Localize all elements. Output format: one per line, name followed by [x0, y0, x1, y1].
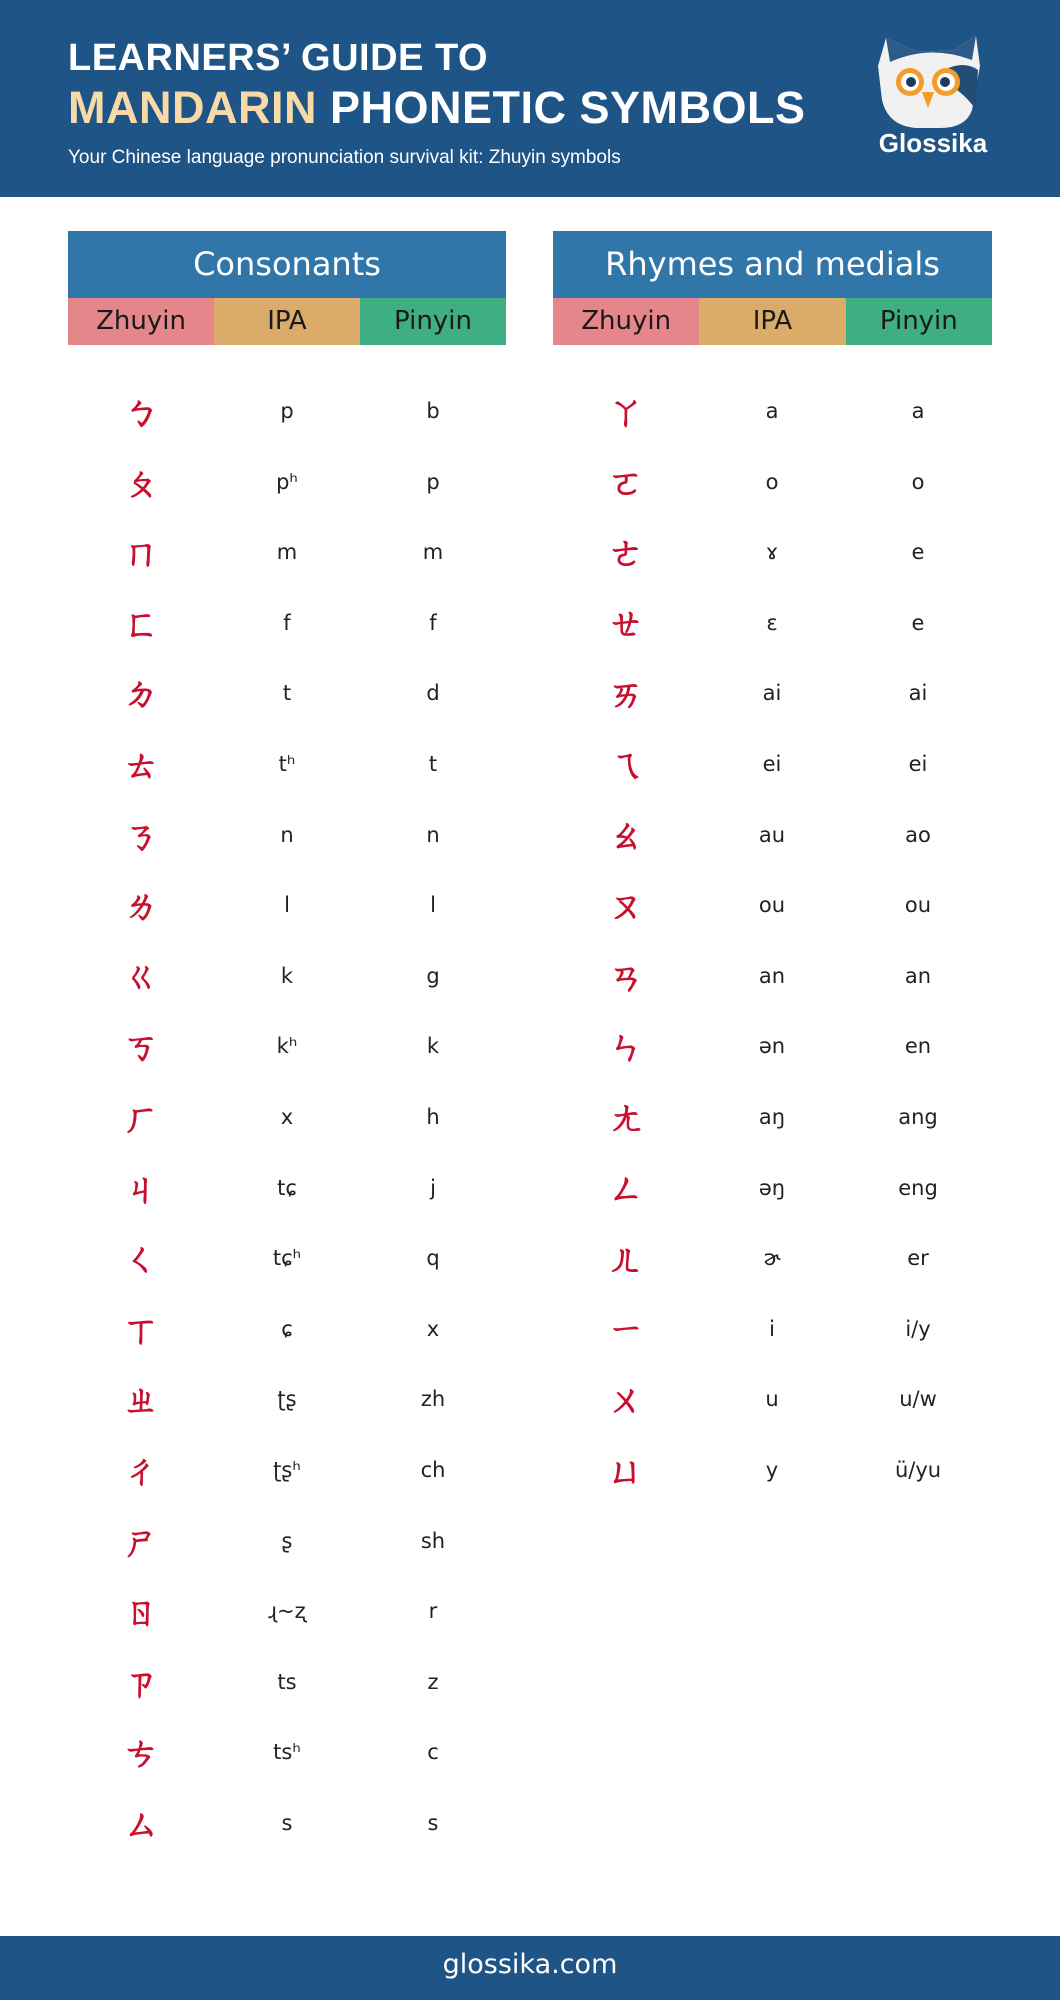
consonants-row	[68, 519, 506, 589]
pinyin-value: f	[429, 610, 437, 635]
consonants-row	[68, 1508, 506, 1578]
ipa-value: tɕ	[277, 1175, 297, 1200]
pinyin-value: ou	[904, 893, 932, 918]
pinyin-value: sh	[420, 1528, 446, 1553]
zhuyin-symbol: ㄛ	[607, 462, 644, 504]
pinyin-value: g	[426, 963, 440, 988]
pinyin-value: ei	[908, 752, 928, 776]
consonants-row	[68, 590, 506, 660]
rhymes-row	[553, 943, 991, 1013]
rhymes-row	[553, 378, 991, 448]
zhuyin-symbol: ㄧ	[607, 1309, 644, 1351]
ipa-value: pʰ	[276, 469, 298, 494]
ipa-value: ɤ	[765, 540, 779, 565]
zhuyin-symbol: ㄐ	[122, 1168, 159, 1210]
zhuyin-symbol: ㄦ	[607, 1239, 644, 1281]
ipa-value: t	[282, 681, 292, 706]
ipa-value: ei	[762, 752, 782, 776]
consonants-row	[68, 378, 506, 448]
consonants-row	[68, 1013, 506, 1083]
pinyin-value: c	[427, 1740, 439, 1765]
pinyin-value: i/y	[905, 1316, 931, 1341]
pinyin-value: q	[426, 1246, 440, 1271]
pinyin-value: m	[422, 540, 444, 565]
zhuyin-symbol: ㄎ	[122, 1027, 159, 1069]
pinyin-value: ai	[908, 681, 928, 706]
pinyin-value: k	[426, 1034, 440, 1059]
zhuyin-symbol: ㄆ	[122, 462, 159, 504]
zhuyin-symbol: ㄖ	[122, 1592, 159, 1634]
ipa-value: f	[283, 610, 291, 635]
ipa-value: ai	[762, 681, 782, 706]
zhuyin-symbol: ㄇ	[122, 533, 159, 575]
pinyin-value: z	[427, 1669, 439, 1694]
ipa-value: əŋ	[758, 1175, 786, 1200]
glossika-logo[interactable]	[868, 30, 998, 165]
zhuyin-symbol: ㄓ	[122, 1380, 159, 1422]
zhuyin-symbol: ㄌ	[122, 886, 159, 928]
pinyin-value: e	[911, 610, 925, 635]
consonants-row	[68, 872, 506, 942]
rhymes-row	[553, 1225, 991, 1295]
footer-url[interactable]: glossika.com	[0, 1936, 1060, 2000]
pinyin-value: b	[426, 399, 440, 423]
ipa-value: an	[758, 963, 786, 988]
consonants-row	[68, 449, 506, 519]
zhuyin-symbol: ㄤ	[607, 1098, 644, 1139]
ipa-value: ʈʂ	[277, 1387, 297, 1412]
rhymes-row	[553, 1366, 991, 1436]
consonants-row	[68, 1649, 506, 1719]
zhuyin-symbol: ㄑ	[122, 1239, 159, 1281]
ipa-value: k	[280, 963, 294, 988]
zhuyin-symbol: ㄡ	[607, 886, 644, 928]
consonants-row	[68, 1790, 506, 1860]
rhymes-row	[553, 1296, 991, 1366]
logo-wordmark: Glossika	[878, 128, 988, 158]
rhymes-header-ipa: IPA	[699, 298, 845, 345]
consonants-header-ipa: IPA	[214, 298, 360, 345]
zhuyin-symbol: ㄟ	[607, 745, 644, 786]
rhymes-row	[553, 660, 991, 730]
consonants-header-pinyin: Pinyin	[360, 298, 506, 345]
pinyin-value: p	[426, 469, 440, 494]
ipa-value: ɛ	[766, 610, 778, 635]
ipa-value: l	[284, 893, 290, 918]
pinyin-value: r	[428, 1599, 438, 1624]
pinyin-value: eng	[898, 1175, 938, 1200]
ipa-value: ʂ	[281, 1528, 293, 1553]
zhuyin-symbol: ㄏ	[122, 1098, 159, 1139]
consonants-column-headers	[68, 298, 506, 345]
pinyin-value: t	[428, 752, 438, 776]
ipa-value: tɕʰ	[272, 1246, 302, 1271]
pinyin-value: ang	[898, 1105, 938, 1129]
ipa-value: x	[280, 1105, 294, 1129]
zhuyin-symbol: ㄈ	[122, 603, 159, 645]
zhuyin-symbol: ㄋ	[122, 815, 159, 857]
zhuyin-symbol: ㄒ	[122, 1309, 159, 1351]
consonants-title: Consonants	[68, 231, 506, 298]
consonants-header-zhuyin: Zhuyin	[68, 298, 214, 345]
pinyin-value: x	[426, 1316, 440, 1341]
consonants-row	[68, 660, 506, 730]
consonants-row	[68, 731, 506, 801]
consonants-row	[68, 1437, 506, 1507]
rhymes-column-headers	[553, 298, 992, 345]
zhuyin-symbol: ㄊ	[122, 745, 159, 786]
consonants-row	[68, 1155, 506, 1225]
pinyin-value: d	[426, 681, 440, 706]
pinyin-value: er	[907, 1246, 929, 1271]
consonants-row	[68, 1366, 506, 1436]
ipa-value: tʰ	[278, 752, 296, 776]
consonants-row	[68, 802, 506, 872]
page-title-line1: LEARNERS’ GUIDE TO	[68, 37, 489, 79]
zhuyin-symbol: ㄙ	[122, 1804, 159, 1845]
pinyin-value: u/w	[899, 1387, 937, 1412]
zhuyin-symbol: ㄗ	[122, 1662, 159, 1704]
zhuyin-symbol: ㄩ	[607, 1451, 644, 1492]
zhuyin-symbol: ㄉ	[122, 674, 159, 716]
rhymes-row	[553, 1437, 991, 1507]
rhymes-header-zhuyin: Zhuyin	[553, 298, 699, 345]
ipa-value: s	[281, 1811, 293, 1835]
title-rest: PHONETIC SYMBOLS	[316, 82, 806, 133]
ipa-value: ɕ	[281, 1316, 293, 1341]
zhuyin-symbol: ㄚ	[607, 392, 644, 433]
pinyin-value: h	[426, 1105, 440, 1129]
zhuyin-symbol: ㄅ	[122, 392, 159, 433]
zhuyin-symbol: ㄍ	[122, 956, 159, 998]
rhymes-row	[553, 1084, 991, 1154]
page-subtitle: Your Chinese language pronunciation survival kit: Zhuyin symbols	[68, 147, 621, 168]
ipa-value: a	[765, 399, 779, 423]
ipa-value: kʰ	[276, 1034, 298, 1059]
ipa-value: tsʰ	[273, 1740, 301, 1765]
pinyin-value: o	[911, 469, 925, 494]
consonants-row	[68, 1296, 506, 1366]
pinyin-value: ü/yu	[894, 1458, 942, 1482]
ipa-value: ʈʂʰ	[273, 1458, 301, 1482]
pinyin-value: ch	[420, 1458, 446, 1482]
rhymes-row	[553, 872, 991, 942]
zhuyin-symbol: ㄢ	[607, 956, 644, 998]
consonants-row	[68, 1719, 506, 1789]
pinyin-value: e	[911, 540, 925, 565]
pinyin-value: en	[904, 1034, 932, 1059]
ipa-value: ən	[758, 1034, 786, 1059]
rhymes-row	[553, 519, 991, 589]
pinyin-value: l	[430, 893, 436, 918]
zhuyin-symbol: ㄕ	[122, 1521, 159, 1563]
consonants-row	[68, 1578, 506, 1648]
header-banner	[0, 0, 1060, 197]
ipa-value: n	[280, 822, 294, 847]
zhuyin-symbol: ㄜ	[607, 533, 644, 575]
zhuyin-symbol: ㄥ	[607, 1168, 644, 1210]
ipa-value: y	[765, 1458, 779, 1482]
zhuyin-symbol: ㄠ	[607, 815, 644, 857]
rhymes-row	[553, 590, 991, 660]
zhuyin-symbol: ㄘ	[122, 1733, 159, 1775]
ipa-value: au	[758, 822, 786, 847]
pinyin-value: ao	[905, 822, 931, 847]
title-accent: MANDARIN	[68, 82, 317, 133]
pinyin-value: s	[427, 1811, 439, 1835]
rhymes-row	[553, 1155, 991, 1225]
owl-icon	[868, 30, 998, 130]
pinyin-value: an	[904, 963, 932, 988]
pinyin-value: j	[430, 1175, 436, 1200]
rhymes-row	[553, 802, 991, 872]
rhymes-row	[553, 731, 991, 801]
page-title-line2	[68, 82, 806, 134]
pinyin-value: a	[911, 399, 925, 423]
ipa-value: ts	[277, 1669, 297, 1694]
rhymes-header-pinyin: Pinyin	[846, 298, 992, 345]
pinyin-value: n	[426, 822, 440, 847]
ipa-value: o	[765, 469, 779, 494]
zhuyin-symbol: ㄞ	[607, 674, 644, 716]
zhuyin-symbol: ㄝ	[607, 603, 644, 645]
ipa-value: ou	[758, 893, 786, 918]
consonants-row	[68, 1084, 506, 1154]
ipa-value: m	[276, 540, 298, 565]
zhuyin-symbol: ㄣ	[607, 1027, 644, 1069]
rhymes-title: Rhymes and medials	[553, 231, 992, 298]
ipa-value: u	[765, 1387, 779, 1412]
consonants-row	[68, 1225, 506, 1295]
ipa-value: ɻ~ʐ	[268, 1599, 306, 1624]
zhuyin-symbol: ㄨ	[607, 1380, 644, 1422]
ipa-value: ɚ	[763, 1246, 781, 1271]
ipa-value: aŋ	[758, 1105, 786, 1129]
rhymes-row	[553, 1013, 991, 1083]
ipa-value: p	[280, 399, 294, 423]
ipa-value: i	[769, 1316, 775, 1341]
rhymes-row	[553, 449, 991, 519]
zhuyin-symbol: ㄔ	[122, 1451, 159, 1492]
pinyin-value: zh	[420, 1387, 446, 1412]
consonants-row	[68, 943, 506, 1013]
